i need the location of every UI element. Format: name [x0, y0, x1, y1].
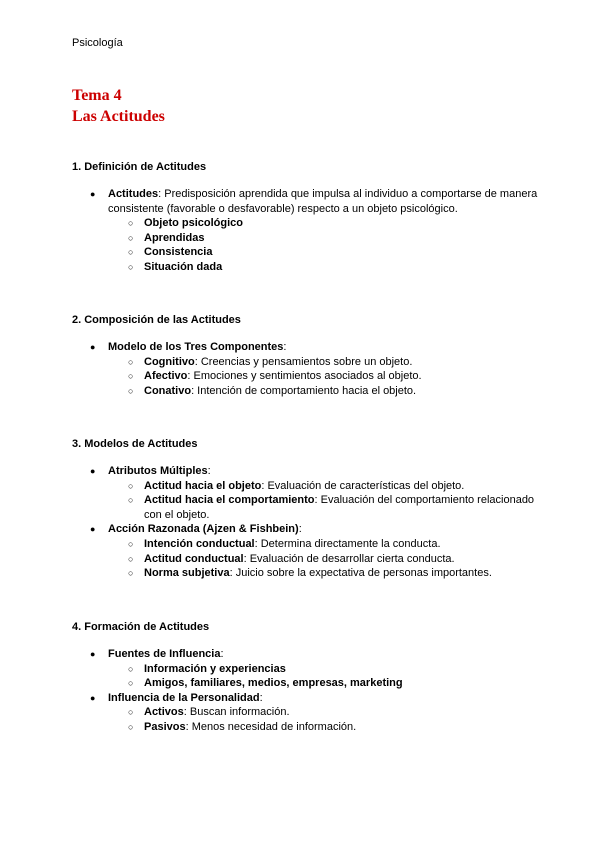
sub-list: [108, 705, 552, 734]
section-composicion: [72, 314, 552, 398]
sub-item-term: Actitud conductual: [144, 552, 244, 565]
sub-item-text: : Evaluación de desarrollar cierta conducta.: [243, 552, 455, 565]
sub-item-text: : Creencias y pensamientos sobre un objeto.: [194, 355, 413, 368]
item-term: Modelo de los Tres Componentes: [108, 341, 284, 353]
item-text: :: [283, 341, 287, 353]
hollow-bullet-icon: ○: [128, 218, 134, 229]
section-heading: 4. Formación de Actitudes: [72, 621, 210, 633]
hollow-bullet-icon: ○: [128, 232, 134, 243]
sub-item-term: Afectivo: [144, 370, 188, 383]
sub-item: [108, 355, 552, 370]
item-term: Atributos Múltiples: [108, 465, 208, 477]
sub-item: [108, 245, 552, 260]
hollow-bullet-icon: ○: [128, 663, 134, 674]
list-item: [72, 340, 552, 398]
section-heading: 3. Modelos de Actitudes: [72, 438, 198, 450]
item-text: :: [259, 691, 263, 704]
item-term: Acción Razonada (Ajzen & Fishbein): [108, 523, 299, 536]
hollow-bullet-icon: ○: [128, 553, 134, 564]
sub-item-text: : Juicio sobre la expectativa de personas importantes.: [229, 567, 492, 580]
bullet-icon: ●: [90, 342, 96, 352]
sub-item: [108, 384, 552, 399]
list-item: [72, 187, 552, 275]
sub-item: [108, 676, 552, 691]
bullet-icon: ●: [90, 692, 96, 703]
sub-item-term: Cognitivo: [144, 355, 195, 368]
sub-item-text: : Evaluación de características del objeto.: [261, 479, 465, 492]
hollow-bullet-icon: ○: [128, 721, 134, 732]
sub-item-term: Consistencia: [144, 246, 213, 259]
sub-item: [108, 537, 552, 552]
list-item: [72, 464, 552, 522]
sub-item: [108, 566, 552, 581]
sub-item-term: Información y experiencias: [144, 662, 286, 675]
hollow-bullet-icon: ○: [128, 385, 134, 396]
item-term: Influencia de la Personalidad: [108, 691, 260, 704]
sub-item-term: Objeto psicológico: [144, 217, 244, 230]
item-text: :: [298, 523, 302, 536]
hollow-bullet-icon: ○: [128, 261, 134, 272]
sub-item: [108, 216, 552, 231]
sub-item-term: Conativo: [144, 384, 192, 397]
item-term: Actitudes: [108, 188, 159, 200]
sub-item-term: Aprendidas: [144, 231, 205, 244]
sub-item-term: Situación dada: [144, 260, 223, 273]
bullet-list: [72, 464, 552, 581]
section-heading: 1. Definición de Actitudes: [72, 161, 207, 173]
sub-item-text: : Intención de comportamiento hacia el objeto.: [191, 384, 417, 397]
sub-item-term: Activos: [144, 706, 184, 719]
sub-item: [108, 369, 552, 384]
hollow-bullet-icon: ○: [128, 678, 134, 689]
item-text: :: [207, 465, 211, 477]
bullet-list: [72, 187, 552, 275]
bullet-icon: ●: [90, 189, 96, 199]
bullet-list: [72, 340, 552, 398]
title-topic-name: Las Actitudes: [72, 108, 165, 125]
bullet-list: [72, 647, 552, 735]
sub-list: [108, 216, 552, 274]
sub-item: [108, 493, 552, 522]
sub-item: [108, 720, 552, 735]
title-topic-number: Tema 4: [72, 87, 122, 104]
sub-list: [108, 479, 552, 523]
section-heading: 2. Composición de las Actitudes: [72, 314, 241, 326]
sub-item: [108, 552, 552, 567]
sub-item-term: Actitud hacia el objeto: [144, 479, 262, 492]
hollow-bullet-icon: ○: [128, 480, 134, 491]
bullet-icon: ●: [90, 466, 96, 476]
list-item: [72, 691, 552, 735]
hollow-bullet-icon: ○: [128, 495, 134, 506]
section-modelos: [72, 438, 552, 581]
hollow-bullet-icon: ○: [128, 356, 134, 367]
hollow-bullet-icon: ○: [128, 538, 134, 549]
sub-item-term: Norma subjetiva: [144, 567, 230, 580]
bullet-icon: ●: [90, 649, 96, 659]
item-term: Fuentes de Influencia: [108, 648, 221, 660]
sub-item: [108, 231, 552, 246]
sub-item: [108, 705, 552, 720]
sub-list: [108, 355, 552, 399]
bullet-icon: ●: [90, 524, 96, 535]
sub-list: [108, 662, 552, 691]
sub-item-term: Amigos, familiares, medios, empresas, marketing: [144, 677, 403, 690]
sub-item-term: Intención conductual: [144, 537, 255, 550]
item-text: : Predisposición aprendida que impulsa al individuo a comportarse de manera consistente (favorable o desfavorable) respecto a un objeto psicológico.: [108, 188, 538, 215]
sub-item-text: : Emociones y sentimientos asociados al objeto.: [187, 370, 422, 383]
sub-item: [108, 260, 552, 275]
sub-item-term: Pasivos: [144, 720, 186, 733]
sub-item-text: : Evaluación del comportamiento relacionado con el objeto.: [144, 494, 535, 521]
hollow-bullet-icon: ○: [128, 707, 134, 718]
sub-item-term: Actitud hacia el comportamiento: [144, 494, 315, 507]
hollow-bullet-icon: ○: [128, 568, 134, 579]
list-item: [72, 522, 552, 580]
sub-item: [108, 662, 552, 677]
list-item: [72, 647, 552, 691]
item-text: :: [220, 648, 224, 660]
page-header: Psicología: [72, 37, 123, 49]
hollow-bullet-icon: ○: [128, 371, 134, 382]
sub-item: [108, 479, 552, 494]
sub-list: [108, 537, 552, 581]
section-definicion: [72, 161, 552, 275]
section-formacion: [72, 621, 552, 735]
sub-item-text: : Determina directamente la conducta.: [254, 537, 441, 550]
hollow-bullet-icon: ○: [128, 247, 134, 258]
sub-item-text: : Buscan información.: [183, 706, 290, 719]
sub-item-text: : Menos necesidad de información.: [185, 720, 357, 733]
